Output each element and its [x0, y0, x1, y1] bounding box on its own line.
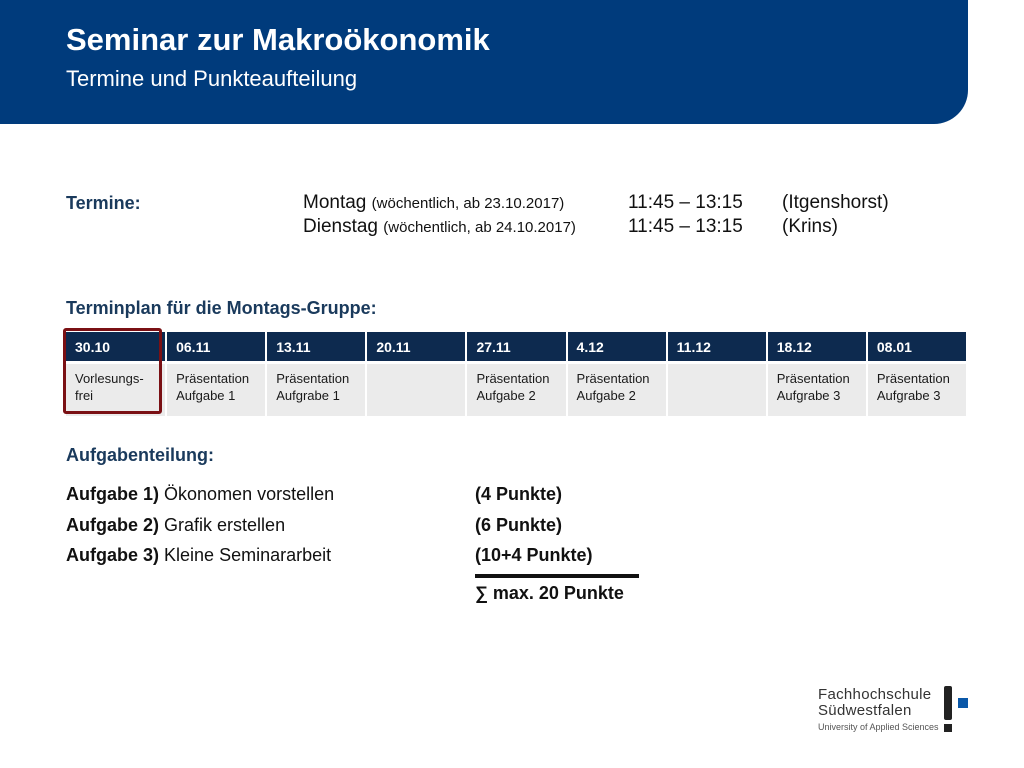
- logo-line-1: Fachhochschule: [818, 686, 932, 703]
- schedule-cell: [567, 363, 667, 417]
- termine-note: (wöchentlich, ab 24.10.2017): [383, 219, 576, 236]
- sum-divider: [475, 574, 639, 578]
- task-points: (4 Punkte): [475, 484, 563, 504]
- schedule-table: [66, 332, 968, 416]
- task-id: Aufgabe 3): [66, 545, 160, 565]
- termine-row-monday: [303, 192, 564, 214]
- cell-line: Präsentation: [276, 371, 350, 386]
- task-points: (6 Punkte): [475, 515, 563, 535]
- logo-exclamation-bar-icon: [944, 686, 952, 720]
- termine-day: Montag: [303, 192, 367, 213]
- termine-row-tuesday: [303, 216, 576, 238]
- schedule-header-row: [66, 332, 967, 363]
- schedule-date: 20.11: [366, 332, 466, 363]
- task-id: Aufgabe 2): [66, 515, 160, 535]
- termine-day: Dienstag: [303, 216, 378, 237]
- schedule-date: 4.12: [567, 332, 667, 363]
- task-name: Kleine Seminararbeit: [164, 545, 332, 565]
- termine-label: Termine:: [66, 193, 141, 213]
- cell-line: Präsentation: [576, 371, 650, 386]
- schedule-cell: [66, 363, 166, 417]
- points-sum: ∑ max. 20 Punkte: [475, 583, 624, 603]
- task-item: [66, 545, 331, 566]
- task-id: Aufgabe 1): [66, 484, 160, 504]
- schedule-entry-row: [66, 363, 967, 417]
- aufgaben-label: Aufgabenteilung:: [66, 445, 214, 465]
- university-logo: [818, 686, 978, 738]
- cell-line: Aufgabe 2: [576, 388, 636, 403]
- cell-line: Präsentation: [476, 371, 550, 386]
- schedule-date: 13.11: [266, 332, 366, 363]
- logo-line-3: University of Applied Sciences: [818, 722, 939, 732]
- cell-line: Präsentation: [176, 371, 250, 386]
- schedule-date: 08.01: [867, 332, 967, 363]
- task-name: Ökonomen vorstellen: [164, 484, 335, 504]
- terminplan-label: Terminplan für die Montags-Gruppe:: [66, 298, 377, 318]
- logo-blue-square-icon: [958, 698, 968, 708]
- schedule-date: 27.11: [466, 332, 566, 363]
- termine-time: 11:45 – 13:15: [628, 192, 743, 213]
- cell-line: Aufgrabe 1: [276, 388, 340, 403]
- header-banner: [0, 0, 968, 124]
- page-title: Seminar zur Makroökonomik: [66, 22, 490, 57]
- schedule-cell: [867, 363, 967, 417]
- cell-line: Präsentation: [776, 371, 850, 386]
- page-subtitle: Termine und Punkteaufteilung: [66, 66, 358, 91]
- schedule-cell: [767, 363, 867, 417]
- schedule-date: 18.12: [767, 332, 867, 363]
- logo-line-2: Südwestfalen: [818, 702, 912, 719]
- cell-line: Vorlesungs-: [75, 371, 144, 386]
- schedule-cell: [266, 363, 366, 417]
- termine-note: (wöchentlich, ab 23.10.2017): [371, 195, 565, 212]
- schedule-cell: [366, 363, 466, 417]
- schedule-cell: [667, 363, 767, 417]
- termine-lecturer: (Krins): [782, 216, 838, 237]
- task-item: [66, 484, 334, 505]
- cell-line: Aufgabe 2: [476, 388, 536, 403]
- schedule-date: 11.12: [667, 332, 767, 363]
- logo-exclamation-dot-icon: [944, 724, 952, 732]
- schedule-date: 30.10: [66, 332, 166, 363]
- cell-line: frei: [75, 388, 94, 403]
- termine-lecturer: (Itgenshorst): [782, 192, 889, 213]
- cell-line: Aufgabe 1: [176, 388, 236, 403]
- schedule-cell: [166, 363, 266, 417]
- cell-line: Aufgrabe 3: [876, 388, 941, 403]
- schedule-cell: [466, 363, 566, 417]
- schedule-date: 06.11: [166, 332, 266, 363]
- cell-line: Aufgrabe 3: [776, 388, 841, 403]
- task-name: Grafik erstellen: [164, 515, 286, 535]
- termine-time: 11:45 – 13:15: [628, 216, 743, 237]
- task-points: (10+4 Punkte): [475, 545, 593, 565]
- task-item: [66, 515, 285, 536]
- cell-line: Präsentation: [876, 371, 950, 386]
